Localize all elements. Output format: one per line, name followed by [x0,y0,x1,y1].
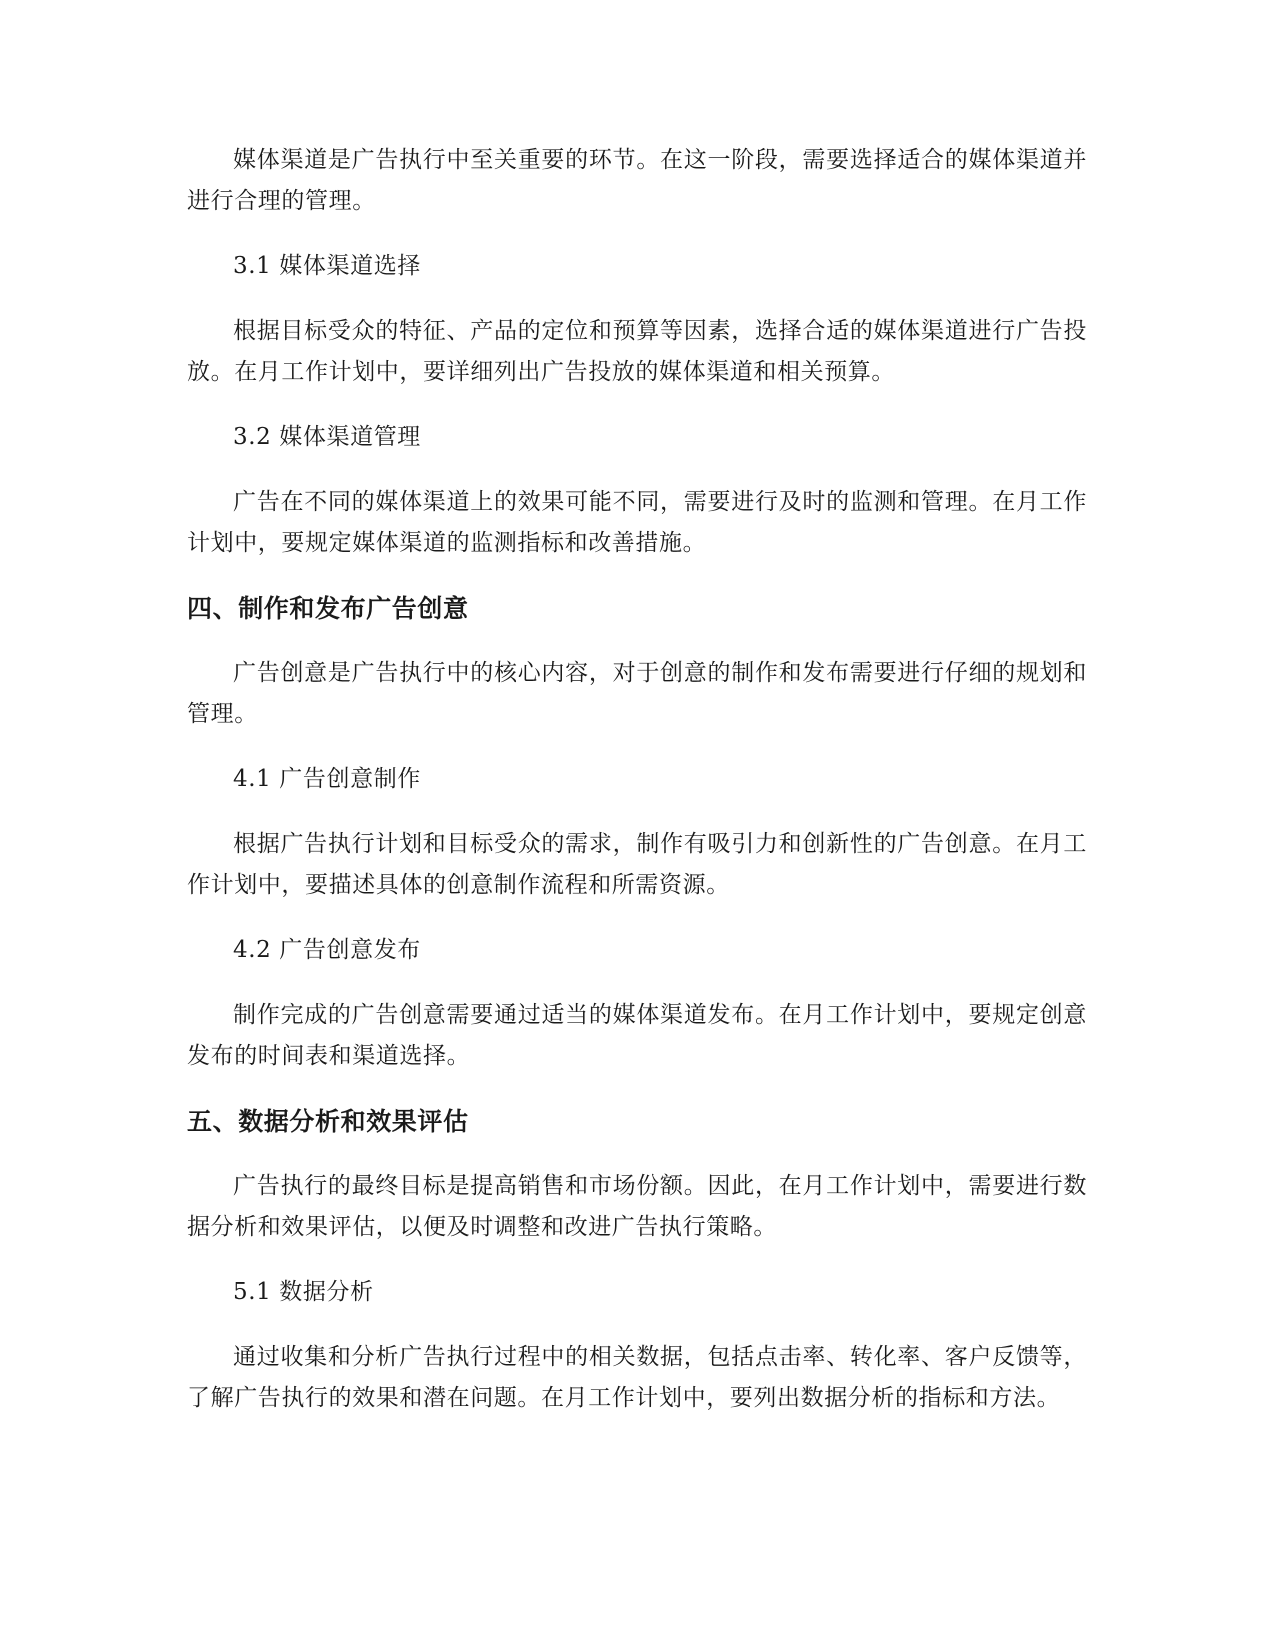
paragraph-4-1: 根据广告执行计划和目标受众的需求，制作有吸引力和创新性的广告创意。在月工作计划中，要描述具体的创意制作流程和所需资源。 [187,831,1087,898]
paragraph-5-1: 通过收集和分析广告执行过程中的相关数据，包括点击率、转化率、客户反馈等，了解广告执行的效果和潜在问题。在月工作计划中，要列出数据分析的指标和方法。 [187,1344,1087,1411]
paragraph-4-intro: 广告创意是广告执行中的核心内容，对于创意的制作和发布需要进行仔细的规划和管理。 [187,660,1087,727]
subheading-4-1: 4.1 广告创意制作 [233,766,421,792]
section-heading-4: 四、制作和发布广告创意 [187,594,469,623]
paragraph-5-intro: 广告执行的最终目标是提高销售和市场份额。因此，在月工作计划中，需要进行数据分析和效果评估，以便及时调整和改进广告执行策略。 [187,1173,1087,1240]
section-heading-5: 五、数据分析和效果评估 [187,1107,469,1136]
subheading-3-2: 3.2 媒体渠道管理 [233,424,421,450]
document-body [187,140,1087,1443]
subheading-5-1: 5.1 数据分析 [233,1279,374,1305]
paragraph-3-2: 广告在不同的媒体渠道上的效果可能不同，需要进行及时的监测和管理。在月工作计划中，要规定媒体渠道的监测指标和改善措施。 [187,489,1087,556]
intro-media-paragraph: 媒体渠道是广告执行中至关重要的环节。在这一阶段，需要选择适合的媒体渠道并进行合理的管理。 [187,147,1087,214]
paragraph-3-1: 根据目标受众的特征、产品的定位和预算等因素，选择合适的媒体渠道进行广告投放。在月工作计划中，要详细列出广告投放的媒体渠道和相关预算。 [187,318,1087,385]
paragraph-4-2: 制作完成的广告创意需要通过适当的媒体渠道发布。在月工作计划中，要规定创意发布的时间表和渠道选择。 [187,1002,1087,1069]
subheading-4-2: 4.2 广告创意发布 [233,937,421,963]
subheading-3-1: 3.1 媒体渠道选择 [233,253,421,279]
